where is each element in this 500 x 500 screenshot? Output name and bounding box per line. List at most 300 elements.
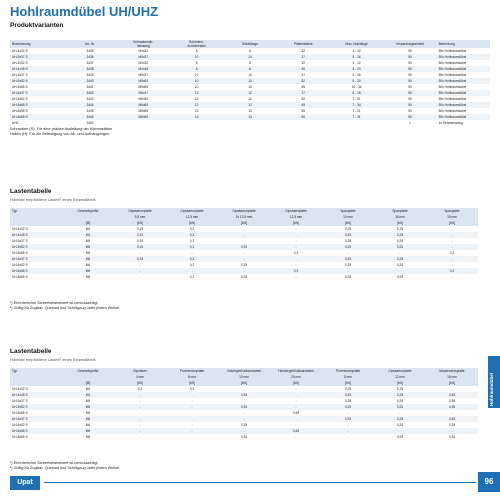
table-header-cell: Vollziegel/Kalksandstein	[218, 368, 270, 374]
table-cell: 3446	[63, 114, 116, 120]
table-header-cell: 10 mm	[218, 374, 270, 380]
table-header-cell: Max. Nutzlänge	[330, 40, 383, 48]
table-cell: 3450	[86, 121, 94, 125]
table-cell: UH-4x45 S	[10, 232, 62, 238]
table-cell: 0,25	[240, 263, 248, 267]
table-cell: -	[166, 392, 218, 398]
table-cell: 0,3	[449, 251, 455, 255]
load-table-2-notes: ¹) Erforderlicher Sicherheitsbeiwert ist berücksichtigt. ²) Gültig für Zuglast, Querlast und Schrägzug unter jedem Winkel.	[10, 461, 121, 470]
table-header-cell: [M]	[62, 380, 114, 386]
table-cell: 0,25	[396, 275, 404, 279]
table-cell: 37	[301, 73, 306, 77]
table-cell: 52	[301, 97, 306, 101]
table-header-cell: Typ	[10, 368, 62, 374]
table-header-cell: [kN]	[322, 220, 374, 226]
table-cell: -	[451, 263, 453, 267]
table-cell: M5	[85, 411, 91, 415]
table-cell: M6	[85, 423, 91, 427]
table-cell: 37	[277, 54, 330, 60]
table-cell: 0,25	[374, 256, 426, 262]
table-header-cell: Bohrnenn- durchmesser	[170, 40, 223, 48]
table-cell: 0,35	[426, 416, 478, 422]
table-cell: M6	[62, 416, 114, 422]
table-cell: -	[347, 435, 349, 439]
table-cell: 0,3	[189, 387, 195, 391]
table-cell: -	[243, 399, 245, 403]
table-cell: -	[451, 239, 453, 243]
table-cell: M6x37	[117, 90, 170, 96]
table-cell: -	[166, 428, 218, 434]
table-cell: -	[114, 428, 166, 434]
table-cell: 1	[409, 121, 411, 125]
table-header-cell: Gipskartonplatte	[166, 208, 218, 214]
table-cell: 7 - 34	[330, 102, 383, 108]
table-cell: 3443	[86, 97, 94, 101]
table-cell: 8	[249, 49, 251, 53]
table-cell: M6	[62, 268, 114, 274]
table-cell: UH-5x52 S	[10, 244, 62, 250]
load-table-1-heading: Lastentabelle	[10, 188, 52, 195]
table-header-cell: 2x 12,5 mm	[218, 214, 270, 220]
table-header-cell: Gipskartonplatte	[374, 368, 426, 374]
table-cell: UH-4x32 S	[12, 61, 28, 65]
table-header-row	[10, 40, 490, 48]
table-header-cell: [kN]	[270, 220, 322, 226]
table-cell: -	[139, 251, 141, 255]
product-note: Schrauben (S): Für eine präzise Ausleitung der Klemmstärke Haken (H): Für die Befestigung von Ab- und Aufhängungen	[10, 127, 113, 136]
table-cell: 55	[301, 109, 306, 113]
table-cell: 0,2	[166, 256, 218, 262]
table-header-cell: 12,5 mm	[270, 214, 322, 220]
table-cell: -	[426, 428, 478, 434]
table-cell: 0,2	[189, 227, 195, 231]
table-cell: 3441	[86, 85, 94, 89]
table-cell: M4	[62, 392, 114, 398]
table-cell: 0,15	[136, 239, 144, 243]
page-number: 96	[478, 472, 500, 492]
table-cell: -	[191, 251, 193, 255]
table-cell: UH-6x52 S	[12, 423, 28, 427]
table-header-cell: Gipsfaser	[114, 368, 166, 374]
table-cell	[117, 120, 170, 126]
table-cell: 12	[223, 90, 276, 96]
table-header-cell: 19 mm	[426, 214, 478, 220]
table-cell: 50x Hohlraumdübel	[437, 102, 490, 108]
table-cell: -	[374, 428, 426, 434]
table-cell: -	[243, 411, 245, 415]
table-cell: -	[139, 399, 141, 403]
table-cell: UH-6x52 S	[12, 263, 28, 267]
table-cell: -	[295, 423, 297, 427]
table-cell: UH-4x32 S	[12, 49, 28, 53]
table-cell: 0,2	[166, 232, 218, 238]
table-cell: -	[270, 392, 322, 398]
table-cell: -	[347, 251, 349, 255]
table-cell: 50x Hohlraumdübel	[437, 54, 490, 60]
table-cell: 32	[301, 49, 306, 53]
table-header-cell: Typ	[10, 208, 62, 214]
table-cell: 3444	[63, 102, 116, 108]
table-header-cell: 10 mm	[322, 214, 374, 220]
table-cell: 5 - 16	[352, 73, 361, 77]
table-cell: UH-8x65 S	[12, 275, 28, 279]
table-cell: 3442	[63, 90, 116, 96]
table-cell: 8	[249, 61, 251, 65]
table-cell: 50x Hohlraumdübel	[437, 114, 490, 120]
table-cell: UH-5x65 S	[12, 251, 28, 255]
table-cell: 0,25	[396, 227, 404, 231]
table-cell: -	[270, 232, 322, 238]
load-table-1	[10, 208, 478, 280]
table-cell: 45	[277, 66, 330, 72]
table-cell: 50x Hohlraumdübel	[438, 61, 467, 65]
table-cell: 50	[383, 102, 436, 108]
table-cell: M4	[62, 232, 114, 238]
table-cell: 37	[277, 90, 330, 96]
table-cell: 13	[170, 114, 223, 120]
table-cell: 50	[383, 78, 436, 84]
table-cell: -	[270, 404, 322, 410]
table-cell: 0,15	[114, 232, 166, 238]
table-header-cell: Dübellänge	[223, 40, 276, 48]
table-header-cell: 12 mm	[374, 374, 426, 380]
table-cell: 4 - 20	[330, 66, 383, 72]
table-cell: -	[218, 416, 270, 422]
table-header-cell: 12,5 mm	[166, 214, 218, 220]
table-header-cell: Spanplatte	[426, 208, 478, 214]
table-cell: -	[139, 275, 141, 279]
table-row	[10, 274, 478, 280]
table-header-cell: [kN]	[270, 380, 322, 386]
table-cell: 0,25	[322, 404, 374, 410]
table-cell: 0,25	[374, 232, 426, 238]
table-cell: UH-6x65 S	[10, 102, 63, 108]
table-cell: M5x52	[117, 78, 170, 84]
table-cell: 3438	[63, 66, 116, 72]
table-cell: -	[139, 423, 141, 427]
table-cell: 0,35	[218, 404, 270, 410]
side-tab-label: Hohlraumdübel	[489, 372, 494, 406]
table-cell: UHZ	[12, 121, 19, 125]
table-cell: 0,25	[240, 275, 248, 279]
table-cell: M6x65	[117, 102, 170, 108]
table-cell: 10	[194, 73, 199, 77]
table-cell: 50	[408, 85, 412, 89]
table-cell: 8	[195, 49, 198, 53]
table-cell: 0,35	[448, 423, 456, 427]
table-cell: M4x32	[138, 49, 149, 53]
table-cell: 50x Hohlraumdübel	[438, 49, 467, 53]
table-cell: 0,35	[426, 392, 478, 398]
table-header-cell: [M]	[62, 220, 114, 226]
table-cell: UH-5x37 S	[10, 54, 63, 60]
table-cell: -	[270, 416, 322, 422]
table-cell: M8x55	[138, 109, 149, 113]
table-cell: M5x37	[117, 54, 170, 60]
table-cell: 0,3	[137, 387, 143, 391]
table-cell: -	[139, 263, 141, 267]
table-cell	[223, 120, 276, 126]
table-cell: -	[347, 423, 349, 427]
table-cell: -	[114, 404, 166, 410]
table-header-cell: Art.-Nr.	[63, 40, 116, 48]
table-cell: 8	[223, 66, 276, 72]
table-cell: 0,25	[322, 232, 374, 238]
table-cell: -	[451, 411, 453, 415]
table-cell: 10	[223, 78, 276, 84]
table-cell: 50	[408, 97, 412, 101]
table-header-cell: 20 mm	[270, 374, 322, 380]
table-cell: 5 - 20	[330, 78, 383, 84]
table-header-cell: [kN]	[166, 380, 218, 386]
table-cell: UH-8x65 S	[12, 435, 28, 439]
table-cell: 50	[408, 49, 412, 53]
table-cell: UH-5x52 S	[10, 78, 63, 84]
table-cell: 12	[170, 90, 223, 96]
table-cell: 0,2	[189, 263, 195, 267]
table-cell: 0,15	[114, 244, 166, 250]
table-cell: 5 - 16	[330, 54, 383, 60]
table-cell: M5	[85, 251, 91, 255]
table-header-cell: Gewindegröße	[62, 368, 114, 374]
table-cell: M6x52	[138, 97, 149, 101]
table-cell	[277, 120, 330, 126]
table-row	[10, 120, 490, 126]
table-header-cell: Porenbetonplatte	[322, 368, 374, 374]
table-cell: 12	[248, 97, 252, 101]
table-header-cell: 4 mm	[114, 374, 166, 380]
table-cell: -	[451, 387, 453, 391]
product-variants-heading: Produktvarianten	[10, 22, 64, 29]
table-cell: M8	[85, 435, 91, 439]
table-header-cell: 15 mm	[426, 374, 478, 380]
table-cell: M8	[85, 275, 91, 279]
table-cell: 0,3	[270, 268, 322, 274]
table-cell: 0,2	[166, 244, 218, 250]
table-cell: 0,25	[344, 239, 352, 243]
product-variants-table	[10, 40, 490, 126]
table-cell: M4x45	[117, 66, 170, 72]
table-cell: UH-5x37 S	[12, 73, 28, 77]
table-cell: -	[374, 268, 426, 274]
table-cell: 50x Hohlraumdübel	[438, 73, 467, 77]
table-cell: 0,25	[374, 416, 426, 422]
table-header-cell: Bemerkung	[437, 40, 490, 48]
table-cell: 10 - 34	[351, 85, 362, 89]
table-cell: -	[295, 239, 297, 243]
table-header-cell: Gipsfaserplatte	[270, 208, 322, 214]
table-cell: 1x Setzwerkzeug	[438, 121, 463, 125]
table-cell: 13	[248, 109, 252, 113]
table-cell: 50x Hohlraumdübel	[437, 66, 490, 72]
table-cell: M6	[85, 263, 91, 267]
table-header-cell: Verpackungseinheit	[383, 40, 436, 48]
table-cell: 0,25	[344, 227, 352, 231]
table-header-cell: Porenbetonplatte	[166, 368, 218, 374]
table-cell: 50x Hohlraumdübel	[438, 109, 467, 113]
table-cell: UH-6x37 S	[10, 90, 63, 96]
table-cell: -	[322, 428, 374, 434]
table-header-cell: Bezeichnung	[10, 40, 63, 48]
footer-rule	[44, 482, 476, 483]
table-header-cell: [kN]	[426, 380, 478, 386]
table-cell: UH-4x32 S	[12, 387, 28, 391]
table-cell: 32	[301, 61, 306, 65]
table-cell: 0,25	[374, 244, 426, 250]
table-cell: -	[295, 275, 297, 279]
table-cell: M5	[62, 244, 114, 250]
table-cell: 10	[170, 54, 223, 60]
table-cell: 0,35	[218, 392, 270, 398]
table-cell: 3437	[86, 61, 94, 65]
table-cell: 8	[170, 66, 223, 72]
table-cell: UH-6x37 S	[10, 256, 62, 262]
table-header-cell: [kN]	[374, 380, 426, 386]
table-cell: 0,2	[189, 239, 195, 243]
table-header-cell: [kN]	[218, 380, 270, 386]
table-cell: 50	[408, 73, 412, 77]
table-header-cell: Spanplatte	[322, 208, 374, 214]
table-cell: 50	[383, 66, 436, 72]
table-cell: -	[114, 268, 166, 274]
table-cell: 10	[248, 85, 252, 89]
table-header-cell: [kN]	[166, 220, 218, 226]
table-cell: 65	[301, 85, 306, 89]
table-cell: -	[114, 416, 166, 422]
table-cell: M5	[62, 404, 114, 410]
table-cell: 13	[194, 109, 199, 113]
table-cell: 8	[195, 61, 198, 65]
table-cell: 0,35	[426, 404, 478, 410]
table-cell: 3440	[63, 78, 116, 84]
table-cell: 0,25	[344, 399, 352, 403]
table-cell: 0,25	[374, 392, 426, 398]
table-cell: M5x37	[138, 73, 149, 77]
table-cell: 50	[383, 90, 436, 96]
table-cell: 0,25	[322, 256, 374, 262]
table-cell: 0,25	[396, 263, 404, 267]
table-header-cell: Schraubenab- messung	[117, 40, 170, 48]
table-cell: M5x65	[138, 85, 149, 89]
table-cell: M4x32	[138, 61, 149, 65]
table-cell: 3445	[86, 109, 94, 113]
table-cell: 0,15	[136, 227, 144, 231]
table-header-cell: Plattenstärke	[277, 40, 330, 48]
table-cell: 12	[194, 97, 199, 101]
table-cell: 0,45	[270, 428, 322, 434]
table-cell: 12	[223, 102, 276, 108]
table-header-cell: 8 mm	[322, 374, 374, 380]
table-cell	[330, 120, 383, 126]
table-cell: 52	[277, 78, 330, 84]
table-cell: -	[399, 411, 401, 415]
table-cell: -	[426, 256, 478, 262]
table-cell: -	[295, 435, 297, 439]
table-cell	[170, 120, 223, 126]
table-cell: -	[139, 411, 141, 415]
table-cell: M4	[85, 227, 91, 231]
table-cell: -	[191, 411, 193, 415]
table-cell: 0,15	[114, 256, 166, 262]
table-cell: -	[399, 251, 401, 255]
brand-logo: Upat	[10, 476, 40, 490]
table-cell: -	[295, 399, 297, 403]
table-cell: -	[166, 404, 218, 410]
table-cell: 0,2	[189, 275, 195, 279]
table-cell: M6	[62, 428, 114, 434]
table-cell: UH-6x37 S	[10, 416, 62, 422]
table-cell: 50	[408, 61, 412, 65]
table-cell: 0,25	[322, 244, 374, 250]
table-header-cell: [kN]	[426, 220, 478, 226]
table-cell: 65	[277, 102, 330, 108]
table-cell: 3435	[86, 49, 94, 53]
table-cell: 0,25	[322, 416, 374, 422]
table-cell: 50x Hohlraumdübel	[438, 85, 467, 89]
table-cell: 10	[223, 54, 276, 60]
table-cell: 0,35	[240, 423, 248, 427]
table-cell: 7 - 31	[330, 114, 383, 120]
table-cell: UH-5x65 S	[12, 411, 28, 415]
table-cell: 50	[408, 109, 412, 113]
table-cell: 0,25	[396, 435, 404, 439]
table-cell: 3436	[63, 54, 116, 60]
table-cell: -	[322, 268, 374, 274]
table-cell: -	[166, 416, 218, 422]
table-header-cell: Hohlziegel/Kalksandstein	[270, 368, 322, 374]
table-cell: -	[114, 392, 166, 398]
table-cell: UH-4x45 S	[10, 66, 63, 72]
table-cell: 12	[170, 102, 223, 108]
table-row	[10, 434, 478, 440]
table-cell: 10	[170, 78, 223, 84]
table-header-cell: [kN]	[114, 380, 166, 386]
table-cell: UH-5x37 S	[12, 239, 28, 243]
table-header-cell: 16 mm	[374, 214, 426, 220]
table-header-cell: 9,5 mm	[114, 214, 166, 220]
table-cell: 13	[223, 114, 276, 120]
table-cell: -	[218, 256, 270, 262]
table-cell: -	[295, 387, 297, 391]
table-cell: -	[243, 251, 245, 255]
table-cell: 50x Hohlraumdübel	[438, 97, 467, 101]
table-cell: M5	[85, 399, 91, 403]
table-cell: 0,25	[344, 275, 352, 279]
load-table-2-heading: Lastentabelle	[10, 348, 52, 355]
table-header-cell: Spanplatte	[374, 208, 426, 214]
table-cell: 0,25	[396, 423, 404, 427]
table-cell: 4 - 12	[352, 61, 361, 65]
table-cell: -	[295, 263, 297, 267]
table-cell: -	[243, 387, 245, 391]
table-cell: UH-5x37 S	[12, 399, 28, 403]
table-cell: UH-5x52 S	[10, 404, 62, 410]
table-cell: UH-5x65 S	[12, 85, 28, 89]
table-cell: -	[218, 268, 270, 274]
page-title: Hohlraumdübel UH/UHZ	[10, 4, 159, 19]
table-cell: -	[191, 423, 193, 427]
load-table-1-notes: ¹) Erforderlicher Sicherheitsbeiwert ist berücksichtigt. ²) Gültig für Zuglast, Querlast und Schrägzug unter jedem Winkel.	[10, 301, 121, 310]
table-header-cell: Gipskartonplatte	[218, 208, 270, 214]
table-cell: 0,35	[448, 399, 456, 403]
table-cell: -	[218, 232, 270, 238]
table-cell: 65	[277, 114, 330, 120]
table-cell: -	[218, 428, 270, 434]
table-cell: 7 - 21	[352, 109, 361, 113]
table-cell: UH-8x65 S	[10, 114, 63, 120]
table-cell: 0,25	[374, 404, 426, 410]
load-table-2-subheading: Höchste empfohlene Lasten¹ eines Einzeldübels	[10, 357, 96, 362]
